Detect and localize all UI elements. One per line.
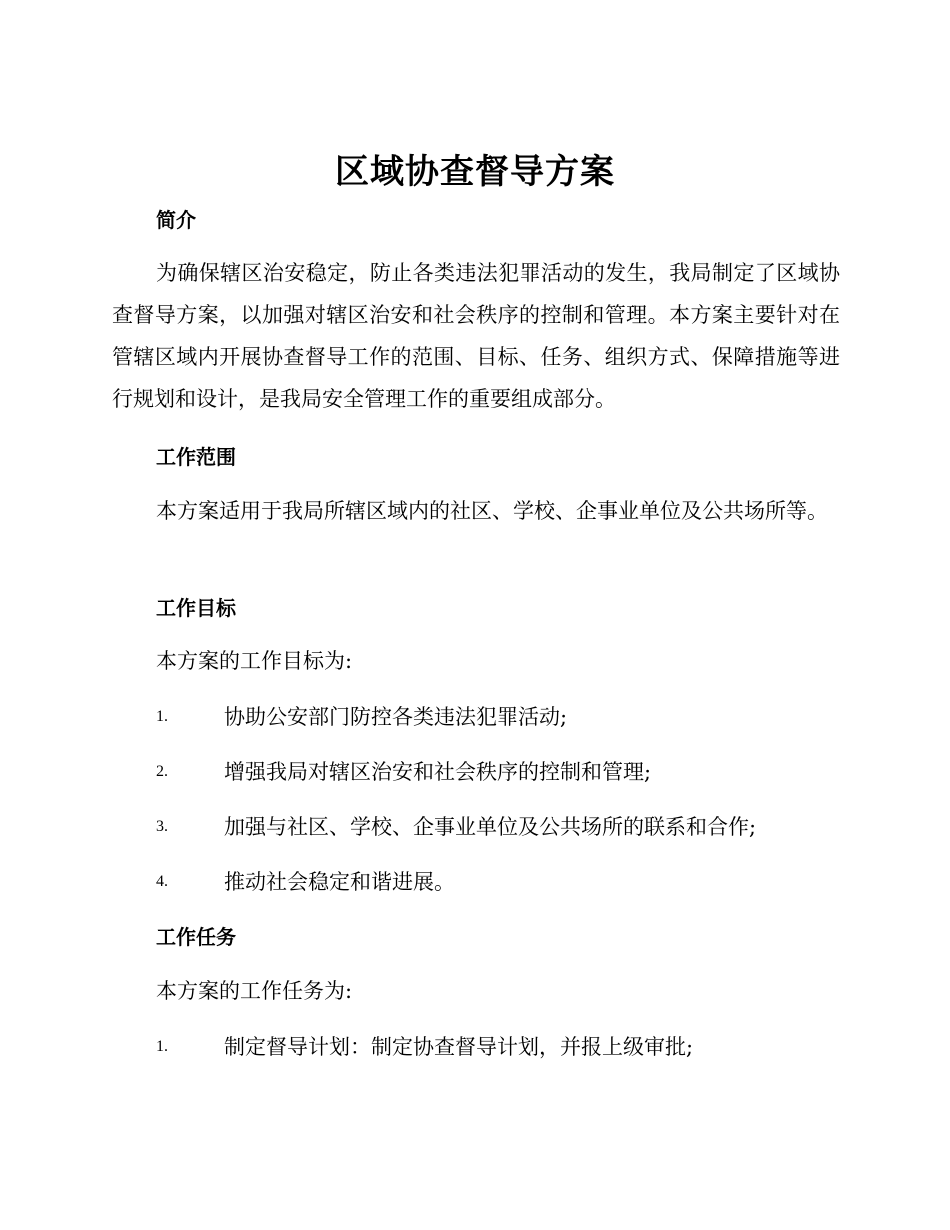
list-item-text: 增强我局对辖区治安和社会秩序的控制和管理;	[224, 760, 652, 784]
tasks-lead-text: 本方案的工作任务为:	[156, 979, 353, 1003]
goals-lead-text: 本方案的工作目标为:	[156, 649, 353, 673]
goals-list-item	[156, 757, 651, 787]
scope-paragraph: 本方案适用于我局所辖区域内的社区、学校、企事业单位及公共场所等。	[156, 499, 828, 523]
section-heading-intro: 简介	[156, 208, 196, 232]
tasks-list-item	[156, 1032, 693, 1062]
list-number: 1.	[156, 708, 168, 725]
section-heading-tasks: 工作任务	[156, 925, 236, 949]
list-item-text: 加强与社区、学校、企事业单位及公共场所的联系和合作;	[224, 815, 757, 839]
document-title: 区域协查督导方案	[335, 152, 615, 192]
goals-list-item	[156, 812, 756, 842]
section-heading-goals: 工作目标	[156, 596, 236, 620]
list-number: 3.	[156, 818, 168, 835]
list-number: 1.	[156, 1038, 168, 1055]
list-number: 4.	[156, 873, 168, 890]
goals-list-item	[156, 867, 455, 897]
goals-list-item	[156, 702, 567, 732]
intro-paragraph: 为确保辖区治安稳定，防止各类违法犯罪活动的发生，我局制定了区域协查督导方案，以加强对辖区治安和社会秩序的控制和管理。本方案主要针对在管辖区域内开展协查督导工作的范围、目标、任务、组织方式、保障措施等进行规划和设计，是我局安全管理工作的重要组成部分。	[112, 261, 840, 411]
list-item-text: 推动社会稳定和谐进展。	[224, 870, 455, 894]
section-heading-scope: 工作范围	[156, 445, 236, 469]
list-number: 2.	[156, 763, 168, 780]
list-item-text: 协助公安部门防控各类违法犯罪活动;	[224, 705, 568, 729]
list-item-text: 制定督导计划：制定协查督导计划，并报上级审批;	[224, 1035, 694, 1059]
